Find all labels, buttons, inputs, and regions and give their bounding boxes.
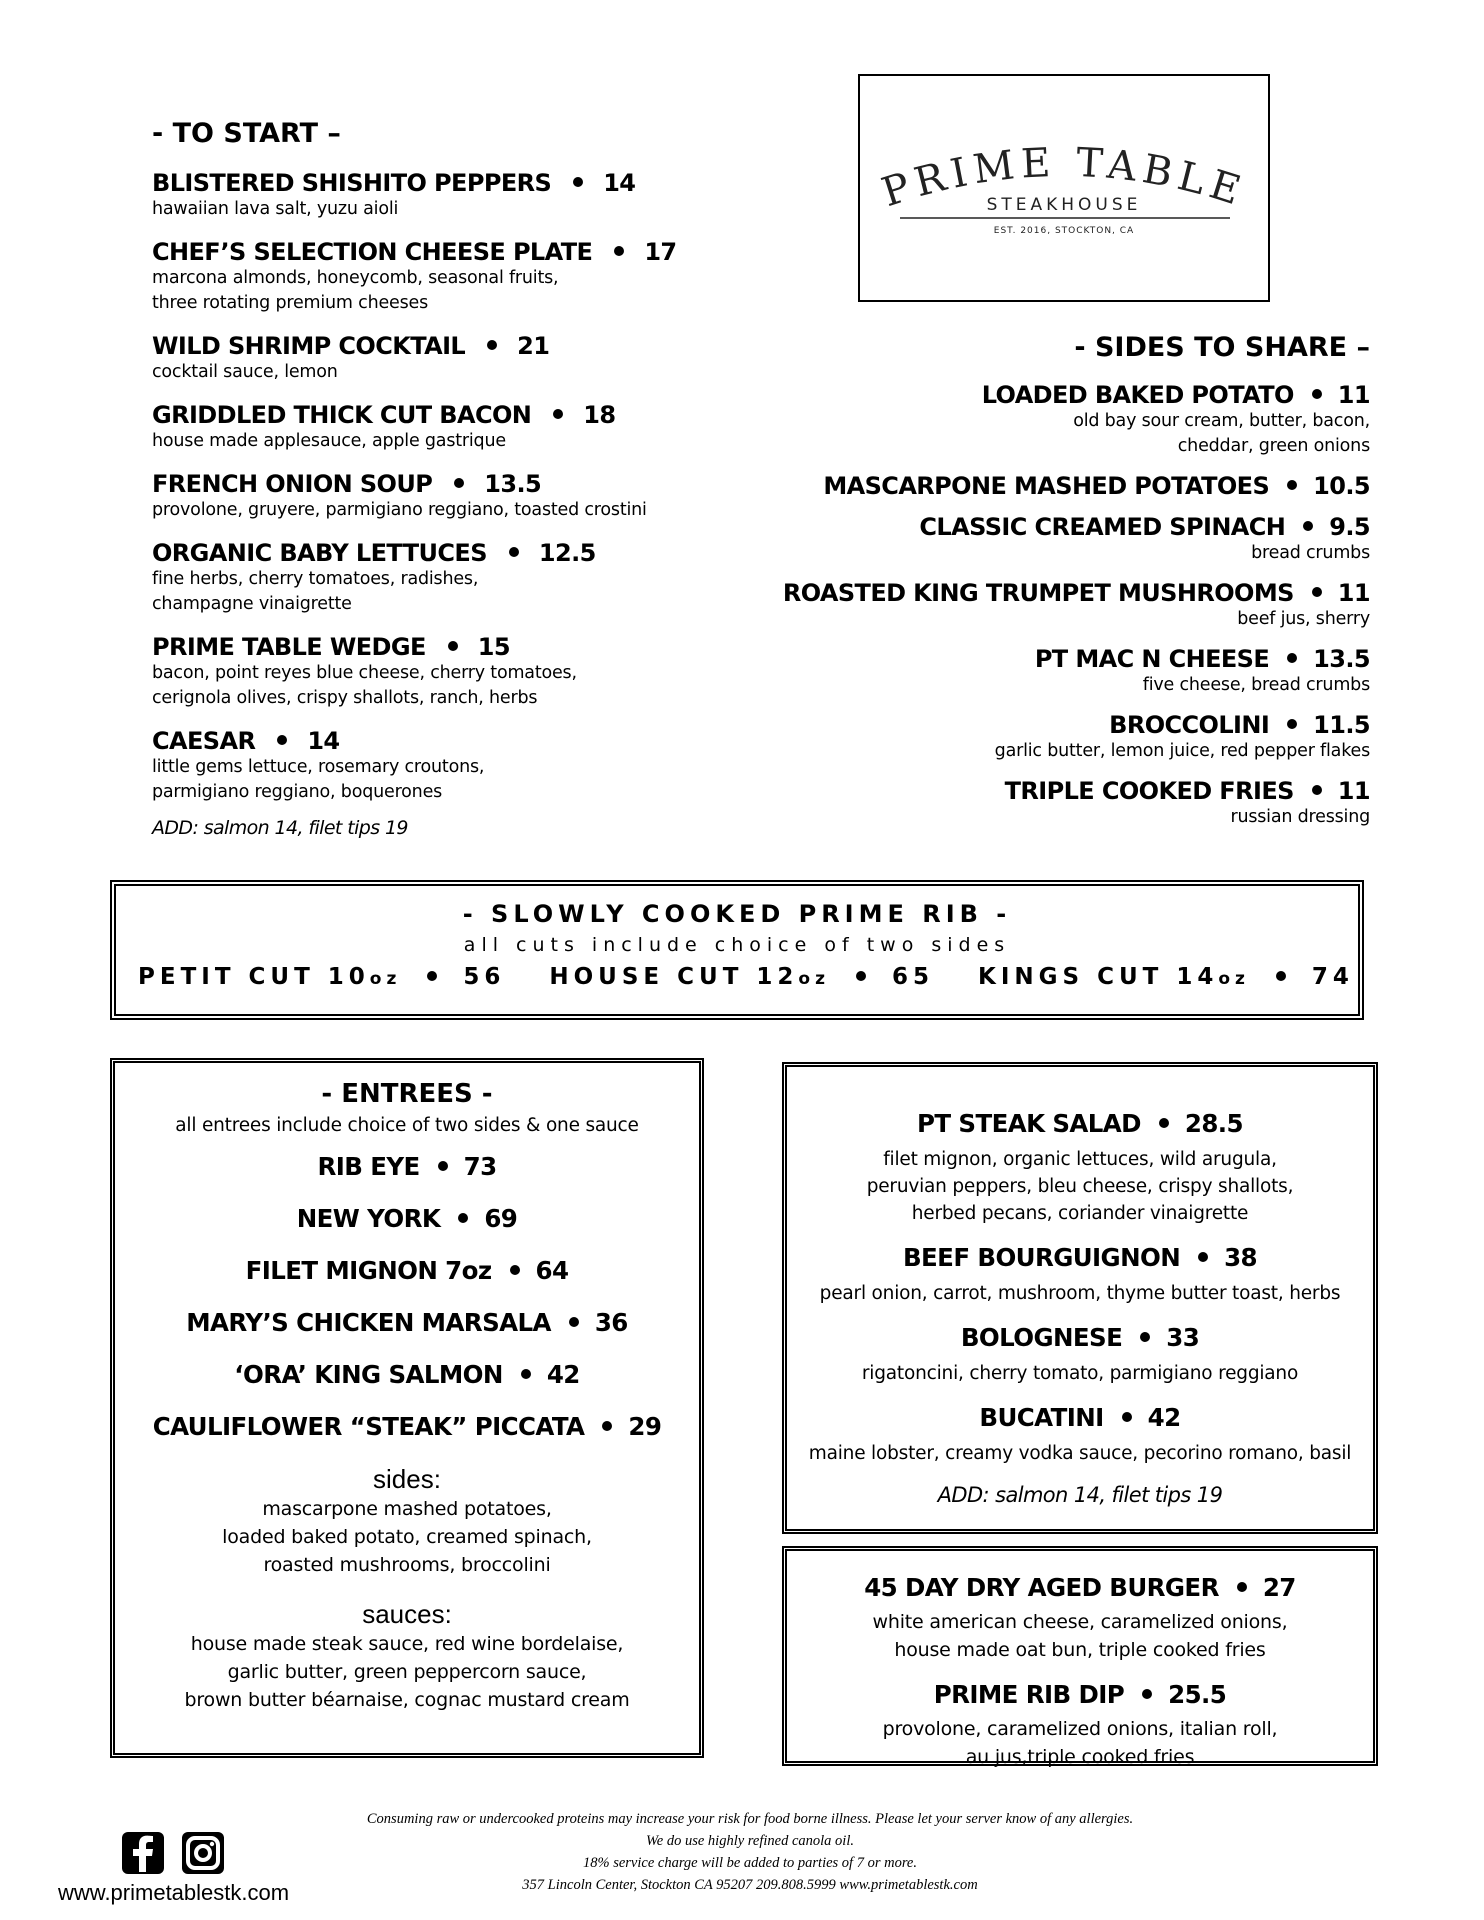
bullet-dot: [1312, 785, 1322, 795]
bullet-dot: [427, 971, 437, 981]
menu-item-heading: [760, 513, 1370, 541]
bullet-dot: [458, 1213, 468, 1223]
footer-line: 18% service charge will be added to parties of 7 or more.: [583, 1855, 917, 1871]
menu-item-name: TRIPLE COOKED FRIES: [1004, 777, 1294, 805]
to-start-section: [152, 118, 712, 839]
bullet-dot: [438, 1161, 448, 1171]
menu-item-name: CAULIFLOWER “STEAK” PICCATA: [152, 1412, 585, 1441]
cut-unit: oz: [1218, 969, 1250, 989]
prime-rib-title: - SLOWLY COOKED PRIME RIB -: [462, 900, 1012, 928]
menu-item-price: 42: [546, 1360, 580, 1389]
menu-item-heading: [152, 169, 712, 197]
sides-section: [760, 332, 1370, 843]
bullet-dot: [1287, 719, 1297, 729]
to-start-list: [152, 169, 712, 805]
menu-item-heading: [760, 381, 1370, 409]
mains-box: [782, 1062, 1378, 1534]
menu-item-description: little gems lettuce, rosemary croutons,: [152, 757, 485, 777]
menu-item-heading: [152, 633, 712, 661]
footer-line: 357 Lincoln Center, Stockton CA 95207 209.808.5999 www.primetablestk.com: [522, 1877, 978, 1893]
menu-item-price: 10.5: [1313, 472, 1370, 500]
menu-item-heading: [152, 401, 712, 429]
bullet-dot: [856, 971, 866, 981]
menu-item-description: house made applesauce, apple gastrique: [152, 431, 506, 451]
menu-item-description: rigatoncini, cherry tomato, parmigiano reggiano: [861, 1363, 1299, 1384]
bullet-dot: [454, 478, 464, 488]
menu-item-price: 33: [1166, 1323, 1200, 1352]
bullet-dot: [569, 1317, 579, 1327]
bullet-dot: [1287, 480, 1297, 490]
bullet-dot: [1312, 389, 1322, 399]
burgers-list: [787, 1573, 1373, 1771]
menu-item: [152, 332, 712, 385]
cut-name: KINGS CUT 14: [978, 964, 1219, 990]
menu-item-heading: [115, 1360, 699, 1390]
menu-item-description: house made oat bun, triple cooked fries: [894, 1639, 1266, 1661]
menu-item-heading: [115, 1412, 699, 1442]
menu-item-price: 15: [477, 633, 510, 661]
menu-item: [760, 645, 1370, 698]
cut-unit: oz: [798, 969, 830, 989]
prime-rib-subtitle: all cuts include choice of two sides: [463, 934, 1011, 956]
menu-item-description: cocktail sauce, lemon: [152, 362, 338, 382]
menu-item-description: bacon, point reyes blue cheese, cherry tomatoes,: [152, 663, 577, 683]
menu-item-heading: [760, 777, 1370, 805]
menu-item-heading: [760, 472, 1370, 500]
menu-item-heading: [787, 1109, 1373, 1138]
social-icons: [122, 1832, 232, 1876]
menu-item-price: 17: [644, 238, 677, 266]
prime-rib-cut: [549, 964, 934, 990]
menu-item-price: 13.5: [1313, 645, 1370, 673]
menu-item-description: marcona almonds, honeycomb, seasonal fruits,: [152, 268, 559, 288]
bullet-dot: [509, 547, 519, 557]
menu-item-heading: [152, 539, 712, 567]
menu-item-price: 36: [594, 1308, 628, 1337]
to-start-title: - TO START –: [152, 118, 341, 149]
menu-item: [152, 633, 712, 711]
menu-item-name: CAESAR: [152, 727, 256, 755]
menu-item-name: LOADED BAKED POTATO: [981, 381, 1294, 409]
menu-item-name: CHEF’S SELECTION CHEESE PLATE: [152, 238, 593, 266]
cut-price: 74: [1311, 964, 1354, 990]
menu-item: [787, 1109, 1373, 1227]
bullet-dot: [602, 1421, 612, 1431]
menu-item: [760, 579, 1370, 632]
menu-item: [152, 401, 712, 454]
sides-list: [760, 381, 1370, 830]
menu-item-price: 38: [1224, 1243, 1258, 1272]
menu-item-name: BLISTERED SHISHITO PEPPERS: [152, 169, 552, 197]
menu-item-name: BROCCOLINI: [1109, 711, 1270, 739]
footer-notes: [300, 1808, 1200, 1896]
menu-item-heading: [115, 1204, 699, 1234]
menu-item-name: FRENCH ONION SOUP: [152, 470, 433, 498]
menu-item-price: 28.5: [1184, 1109, 1243, 1138]
menu-item-price: 11: [1337, 381, 1370, 409]
menu-item: [152, 539, 712, 617]
menu-item: [787, 1403, 1373, 1467]
menu-item-description: beef jus, sherry: [1237, 609, 1370, 629]
menu-item-heading: [115, 1152, 699, 1182]
menu-item-heading: [115, 1256, 699, 1286]
bullet-dot: [277, 735, 287, 745]
footer-line: Consuming raw or undercooked proteins may increase your risk for food borne illness. Please let your server know of any allergies.: [366, 1811, 1134, 1827]
menu-item-heading: [787, 1243, 1373, 1272]
facebook-icon[interactable]: [122, 1832, 164, 1874]
menu-item-description: champagne vinaigrette: [152, 594, 352, 614]
menu-item-price: 64: [535, 1256, 569, 1285]
bullet-dot: [1237, 1582, 1247, 1592]
menu-item-description: herbed pecans, coriander vinaigrette: [911, 1203, 1249, 1224]
menu-item-name: ORGANIC BABY LETTUCES: [152, 539, 487, 567]
entrees-subtitle: all entrees include choice of two sides & one sauce: [175, 1115, 639, 1136]
menu-item-description: garlic butter, lemon juice, red pepper flakes: [994, 741, 1370, 761]
menu-item-price: 11: [1337, 579, 1370, 607]
menu-item-price: 27: [1262, 1573, 1296, 1602]
menu-item-heading: [787, 1403, 1373, 1432]
menu-item-price: 11: [1337, 777, 1370, 805]
menu-item: [760, 513, 1370, 566]
menu-item-description: provolone, caramelized onions, italian roll,: [882, 1718, 1278, 1740]
bullet-dot: [614, 246, 624, 256]
menu-item-name: RIB EYE: [317, 1152, 420, 1181]
cut-unit: oz: [369, 969, 402, 989]
to-start-add-on: ADD: salmon 14, filet tips 19: [152, 817, 408, 839]
prime-rib-cut: [138, 964, 505, 990]
prime-rib-box: [110, 880, 1364, 1020]
sauces-label: sauces:: [362, 1599, 452, 1629]
menu-item-price: 21: [517, 332, 550, 360]
menu-item-heading: [787, 1323, 1373, 1352]
bullet-dot: [521, 1369, 531, 1379]
menu-item: [787, 1573, 1373, 1664]
menu-item-name: ‘ORA’ KING SALMON: [234, 1360, 503, 1389]
menu-item: [152, 169, 712, 222]
menu-item-price: 69: [484, 1204, 518, 1233]
menu-item-name: PT STEAK SALAD: [917, 1109, 1141, 1138]
menu-item-name: MASCARPONE MASHED POTATOES: [823, 472, 1270, 500]
menu-item-heading: [115, 1308, 699, 1338]
burgers-box: [782, 1546, 1378, 1766]
menu-item-heading: [152, 470, 712, 498]
menu-item-name: FILET MIGNON 7oz: [245, 1256, 492, 1285]
bullet-dot: [1198, 1252, 1208, 1262]
logo-name: PRIME TABLE: [876, 139, 1252, 217]
menu-item: [787, 1680, 1373, 1771]
bullet-dot: [1159, 1118, 1169, 1128]
menu-item: [760, 777, 1370, 830]
logo-box: [858, 74, 1270, 302]
menu-item-description: pearl onion, carrot, mushroom, thyme butter toast, herbs: [819, 1283, 1341, 1304]
menu-item-name: PRIME TABLE WEDGE: [152, 633, 426, 661]
menu-item-name: PT MAC N CHEESE: [1034, 645, 1270, 673]
menu-item: [760, 381, 1370, 459]
menu-item-price: 14: [307, 727, 340, 755]
cut-price: 56: [463, 964, 506, 990]
menu-item-description: fine herbs, cherry tomatoes, radishes,: [152, 569, 479, 589]
instagram-icon[interactable]: [182, 1832, 224, 1874]
cut-name: PETIT CUT 10: [138, 964, 370, 990]
menu-item-name: BEEF BOURGUIGNON: [902, 1243, 1181, 1272]
entree-sauces-text: [115, 1630, 699, 1714]
prime-rib-cuts: [116, 964, 1358, 990]
bullet-dot: [1312, 587, 1322, 597]
menu-item-name: GRIDDLED THICK CUT BACON: [152, 401, 532, 429]
menu-item-description: old bay sour cream, butter, bacon,: [1073, 411, 1370, 431]
menu-item-description: three rotating premium cheeses: [152, 293, 428, 313]
sides-line: loaded baked potato, creamed spinach,: [222, 1526, 592, 1548]
bullet-dot: [1140, 1332, 1150, 1342]
bullet-dot: [573, 177, 583, 187]
menu-item-description: five cheese, bread crumbs: [1142, 675, 1370, 695]
menu-item-heading: [787, 1680, 1373, 1709]
menu-item-price: 9.5: [1329, 513, 1370, 541]
logo-subtitle: STEAKHOUSE: [986, 195, 1142, 215]
logo-established: EST. 2016, STOCKTON, CA: [993, 226, 1135, 236]
cut-price: 65: [891, 964, 934, 990]
menu-item: [787, 1243, 1373, 1307]
menu-item-name: MARY’S CHICKEN MARSALA: [186, 1308, 551, 1337]
bullet-dot: [1276, 971, 1286, 981]
bullet-dot: [1142, 1689, 1152, 1699]
menu-item-name: NEW YORK: [296, 1204, 441, 1233]
menu-item: [787, 1323, 1373, 1387]
bullet-dot: [553, 409, 563, 419]
menu-item-description: white american cheese, caramelized onions,: [872, 1611, 1288, 1633]
sauces-line: house made steak sauce, red wine bordelaise,: [190, 1633, 624, 1655]
menu-item-price: 73: [463, 1152, 497, 1181]
cut-name: HOUSE CUT 12: [549, 964, 799, 990]
menu-item-heading: [760, 711, 1370, 739]
menu-item-name: PRIME RIB DIP: [933, 1680, 1125, 1709]
menu-item-heading: [152, 727, 712, 755]
menu-item-heading: [787, 1573, 1373, 1602]
entrees-title: - ENTREES -: [321, 1079, 493, 1109]
menu-item-description: maine lobster, creamy vodka sauce, pecorino romano, basil: [808, 1443, 1352, 1464]
menu-item-description: cerignola olives, crispy shallots, ranch, herbs: [152, 688, 538, 708]
bullet-dot: [448, 641, 458, 651]
menu-item-description: hawaiian lava salt, yuzu aioli: [152, 199, 399, 219]
menu-item-heading: [760, 579, 1370, 607]
menu-item-name: ROASTED KING TRUMPET MUSHROOMS: [782, 579, 1294, 607]
menu-item-price: 42: [1147, 1403, 1181, 1432]
bullet-dot: [510, 1265, 520, 1275]
menu-item-description: filet mignon, organic lettuces, wild arugula,: [883, 1149, 1277, 1170]
menu-item-name: CLASSIC CREAMED SPINACH: [919, 513, 1286, 541]
menu-item-name: BOLOGNESE: [960, 1323, 1123, 1352]
menu-item-price: 29: [628, 1412, 662, 1441]
menu-item: [760, 711, 1370, 764]
menu-item-price: 25.5: [1168, 1680, 1227, 1709]
bullet-dot: [1303, 521, 1313, 531]
logo: [860, 76, 1268, 300]
menu-item-description: peruvian peppers, bleu cheese, crispy shallots,: [866, 1176, 1294, 1197]
sauces-line: brown butter béarnaise, cognac mustard cream: [184, 1689, 630, 1711]
menu-item-description: parmigiano reggiano, boquerones: [152, 782, 443, 802]
entree-sides-text: [115, 1495, 699, 1579]
menu-item: [152, 238, 712, 316]
menu-item-description: bread crumbs: [1251, 543, 1370, 563]
menu-item-heading: [760, 645, 1370, 673]
website-link[interactable]: www.primetablestk.com: [58, 1880, 290, 1905]
entrees-box: [110, 1058, 704, 1758]
mains-add-on: ADD: salmon 14, filet tips 19: [937, 1483, 1223, 1507]
menu-item: [760, 472, 1370, 500]
menu-item-description: provolone, gruyere, parmigiano reggiano, toasted crostini: [152, 500, 647, 520]
sauces-line: garlic butter, green peppercorn sauce,: [227, 1661, 587, 1683]
mains-list: [787, 1109, 1373, 1467]
sides-title: - SIDES TO SHARE –: [1074, 332, 1370, 363]
entrees-list: [115, 1152, 699, 1442]
sides-label: sides:: [373, 1464, 441, 1494]
menu-item-name: BUCATINI: [979, 1403, 1104, 1432]
bullet-dot: [1122, 1412, 1132, 1422]
menu-item-price: 11.5: [1313, 711, 1370, 739]
footer-line: We do use highly refined canola oil.: [646, 1833, 854, 1849]
prime-rib-cut: [978, 964, 1354, 990]
menu-item-price: 12.5: [538, 539, 596, 567]
sides-line: mascarpone mashed potatoes,: [262, 1498, 552, 1520]
menu-item: [152, 727, 712, 805]
menu-item-name: 45 DAY DRY AGED BURGER: [864, 1573, 1219, 1602]
sides-line: roasted mushrooms, broccolini: [263, 1554, 551, 1576]
menu-item-heading: [152, 238, 712, 266]
bullet-dot: [1287, 653, 1297, 663]
menu-item-heading: [152, 332, 712, 360]
menu-item: [152, 470, 712, 523]
menu-item-description: russian dressing: [1230, 807, 1370, 827]
bullet-dot: [487, 340, 497, 350]
menu-item-name: WILD SHRIMP COCKTAIL: [152, 332, 466, 360]
menu-item-price: 13.5: [484, 470, 542, 498]
menu-item-description: cheddar, green onions: [1177, 436, 1370, 456]
menu-item-price: 14: [603, 169, 636, 197]
menu-item-description: au jus,triple cooked fries: [965, 1746, 1195, 1768]
menu-item-price: 18: [583, 401, 616, 429]
